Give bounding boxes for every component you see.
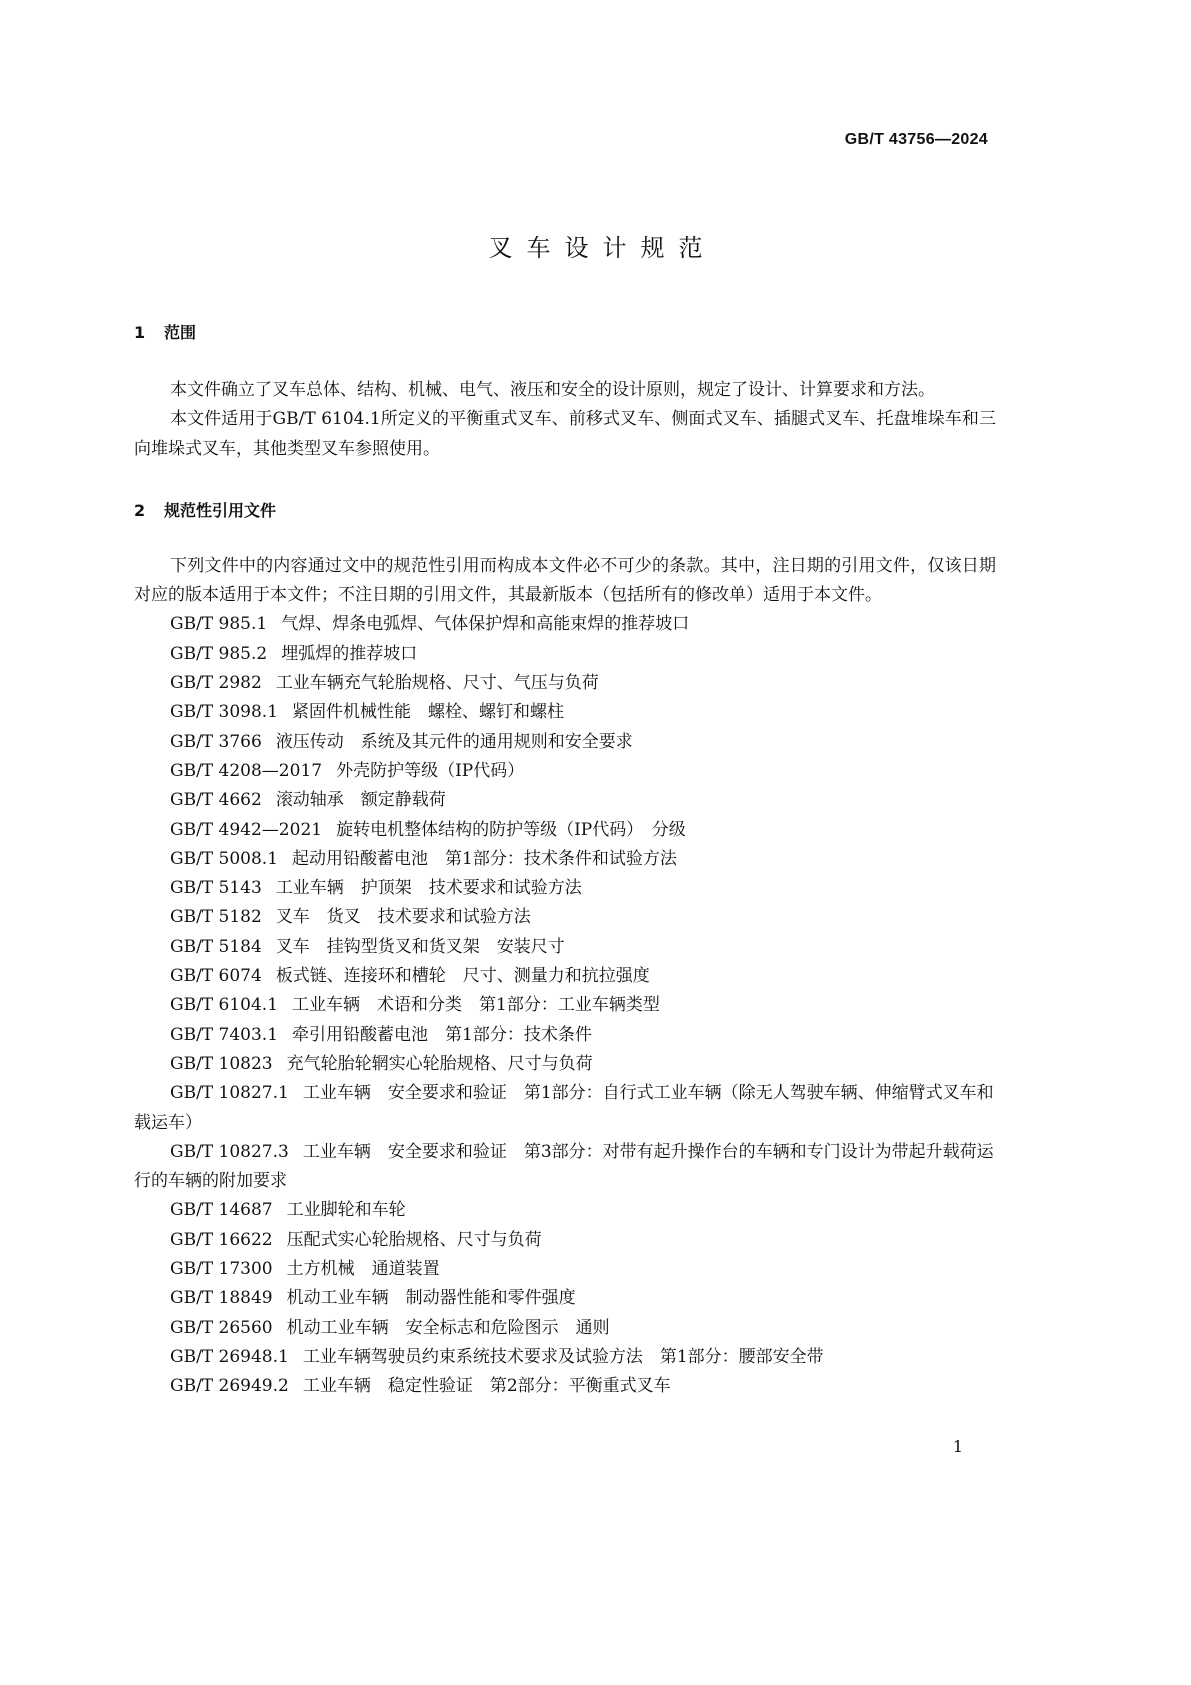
reference-code: GB/T 16622 <box>170 1229 273 1250</box>
section-title: 范围 <box>164 323 197 342</box>
reference-item <box>134 933 996 962</box>
section-2-heading <box>134 496 996 526</box>
reference-title: 紧固件机械性能 螺栓、螺钉和螺柱 <box>292 702 565 723</box>
reference-item <box>134 1196 996 1225</box>
reference-item <box>134 1372 996 1401</box>
section-2-body <box>134 552 996 1402</box>
reference-item <box>134 845 996 874</box>
reference-code: GB/T 4662 <box>170 790 262 811</box>
reference-item <box>134 962 996 991</box>
reference-code: GB/T 10827.1 <box>170 1083 289 1104</box>
reference-title: 工业车辆 稳定性验证 第2部分：平衡重式叉车 <box>302 1376 671 1397</box>
reference-code: GB/T 17300 <box>170 1259 273 1280</box>
reference-title: 工业车辆 安全要求和验证 第1部分：自行式工业车辆（除无人驾驶车辆、伸缩臂式叉车和载运车） <box>134 1083 994 1133</box>
references-intro: 下列文件中的内容通过文中的规范性引用而构成本文件必不可少的条款。其中，注日期的引用文件，仅该日期对应的版本适用于本文件；不注日期的引用文件，其最新版本（包括所有的修改单）适用于本文件。 <box>134 555 996 606</box>
reference-item <box>134 874 996 903</box>
reference-title: 机动工业车辆 安全标志和危险图示 通则 <box>286 1317 610 1338</box>
reference-title: 起动用铅酸蓄电池 第1部分：技术条件和试验方法 <box>292 848 677 869</box>
reference-item <box>134 816 996 845</box>
reference-title: 液压传动 系统及其元件的通用规则和安全要求 <box>275 731 633 752</box>
reference-title: 工业车辆 护顶架 技术要求和试验方法 <box>275 878 582 899</box>
section-1-heading <box>134 318 996 348</box>
document-title: 叉车设计规范 <box>488 234 717 262</box>
scope-paragraph-1: 本文件确立了叉车总体、结构、机械、电气、液压和安全的设计原则，规定了设计、计算要求和方法。 <box>170 380 935 400</box>
reference-code: GB/T 26560 <box>170 1317 273 1338</box>
reference-code: GB/T 10827.3 <box>170 1141 289 1162</box>
reference-code: GB/T 985.2 <box>170 643 268 664</box>
reference-item <box>134 1314 996 1343</box>
reference-item <box>134 1079 996 1138</box>
reference-item <box>134 1255 996 1284</box>
reference-title: 工业车辆驾驶员约束系统技术要求及试验方法 第1部分：腰部安全带 <box>302 1346 824 1367</box>
reference-item <box>134 1050 996 1079</box>
reference-title: 叉车 货叉 技术要求和试验方法 <box>275 907 531 928</box>
reference-item <box>134 991 996 1020</box>
reference-item <box>134 757 996 786</box>
section-1-body <box>134 376 996 464</box>
reference-title: 工业车辆 安全要求和验证 第3部分：对带有起升操作台的车辆和专门设计为带起升载荷运行的车辆的附加要求 <box>134 1141 994 1192</box>
reference-title: 工业脚轮和车轮 <box>286 1200 406 1221</box>
reference-title: 埋弧焊的推荐坡口 <box>281 643 418 664</box>
reference-item <box>134 786 996 815</box>
reference-code: GB/T 4208—2017 <box>170 760 323 781</box>
reference-item <box>134 1284 996 1313</box>
reference-title: 机动工业车辆 制动器性能和零件强度 <box>286 1288 576 1309</box>
reference-item <box>134 640 996 669</box>
reference-item <box>134 610 996 639</box>
reference-code: GB/T 18849 <box>170 1288 273 1309</box>
reference-code: GB/T 5143 <box>170 878 262 899</box>
section-number: 1 <box>134 323 146 342</box>
reference-title: 充气轮胎轮辋实心轮胎规格、尺寸与负荷 <box>286 1053 593 1074</box>
reference-title: 土方机械 通道装置 <box>286 1259 440 1280</box>
reference-item <box>134 728 996 757</box>
reference-code: GB/T 26948.1 <box>170 1346 289 1367</box>
reference-title: 滚动轴承 额定静载荷 <box>275 790 446 811</box>
reference-title: 外壳防护等级（IP代码） <box>336 760 525 781</box>
section-number: 2 <box>134 500 146 520</box>
document-body <box>134 318 996 1402</box>
section-title: 规范性引用文件 <box>164 500 277 520</box>
reference-list <box>134 610 996 1401</box>
standard-code: GB/T 43756—2024 <box>844 131 988 148</box>
reference-code: GB/T 4942—2021 <box>170 819 323 840</box>
reference-title: 工业车辆充气轮胎规格、尺寸、气压与负荷 <box>275 673 599 694</box>
reference-item <box>134 698 996 727</box>
reference-title: 旋转电机整体结构的防护等级（IP代码） 分级 <box>336 819 686 840</box>
reference-title: 气焊、焊条电弧焊、气体保护焊和高能束焊的推荐坡口 <box>281 614 690 635</box>
scope-paragraph-2: 本文件适用于GB/T 6104.1所定义的平衡重式叉车、前移式叉车、侧面式叉车、插腿式叉车、托盘堆垛车和三向堆垛式叉车，其他类型叉车参照使用。 <box>134 409 996 459</box>
reference-code: GB/T 6104.1 <box>170 995 279 1016</box>
reference-code: GB/T 3766 <box>170 731 262 752</box>
reference-item <box>134 903 996 932</box>
reference-item <box>134 1021 996 1050</box>
page-number: 1 <box>952 1437 963 1456</box>
reference-title: 叉车 挂钩型货叉和货叉架 安装尺寸 <box>275 936 565 957</box>
reference-title: 牵引用铅酸蓄电池 第1部分：技术条件 <box>292 1024 592 1045</box>
reference-title: 板式链、连接环和槽轮 尺寸、测量力和抗拉强度 <box>275 966 650 987</box>
reference-item <box>134 669 996 698</box>
reference-code: GB/T 10823 <box>170 1053 273 1074</box>
reference-item <box>134 1343 996 1372</box>
reference-code: GB/T 14687 <box>170 1200 273 1221</box>
reference-code: GB/T 5184 <box>170 936 262 957</box>
reference-code: GB/T 5182 <box>170 907 262 928</box>
reference-code: GB/T 7403.1 <box>170 1024 279 1045</box>
reference-code: GB/T 5008.1 <box>170 848 279 869</box>
reference-code: GB/T 985.1 <box>170 614 268 635</box>
reference-item <box>134 1138 996 1197</box>
reference-title: 工业车辆 术语和分类 第1部分：工业车辆类型 <box>292 995 660 1016</box>
reference-code: GB/T 2982 <box>170 673 262 694</box>
reference-code: GB/T 3098.1 <box>170 702 279 723</box>
reference-code: GB/T 6074 <box>170 966 262 987</box>
reference-code: GB/T 26949.2 <box>170 1376 289 1397</box>
reference-title: 压配式实心轮胎规格、尺寸与负荷 <box>286 1229 542 1250</box>
reference-item <box>134 1226 996 1255</box>
